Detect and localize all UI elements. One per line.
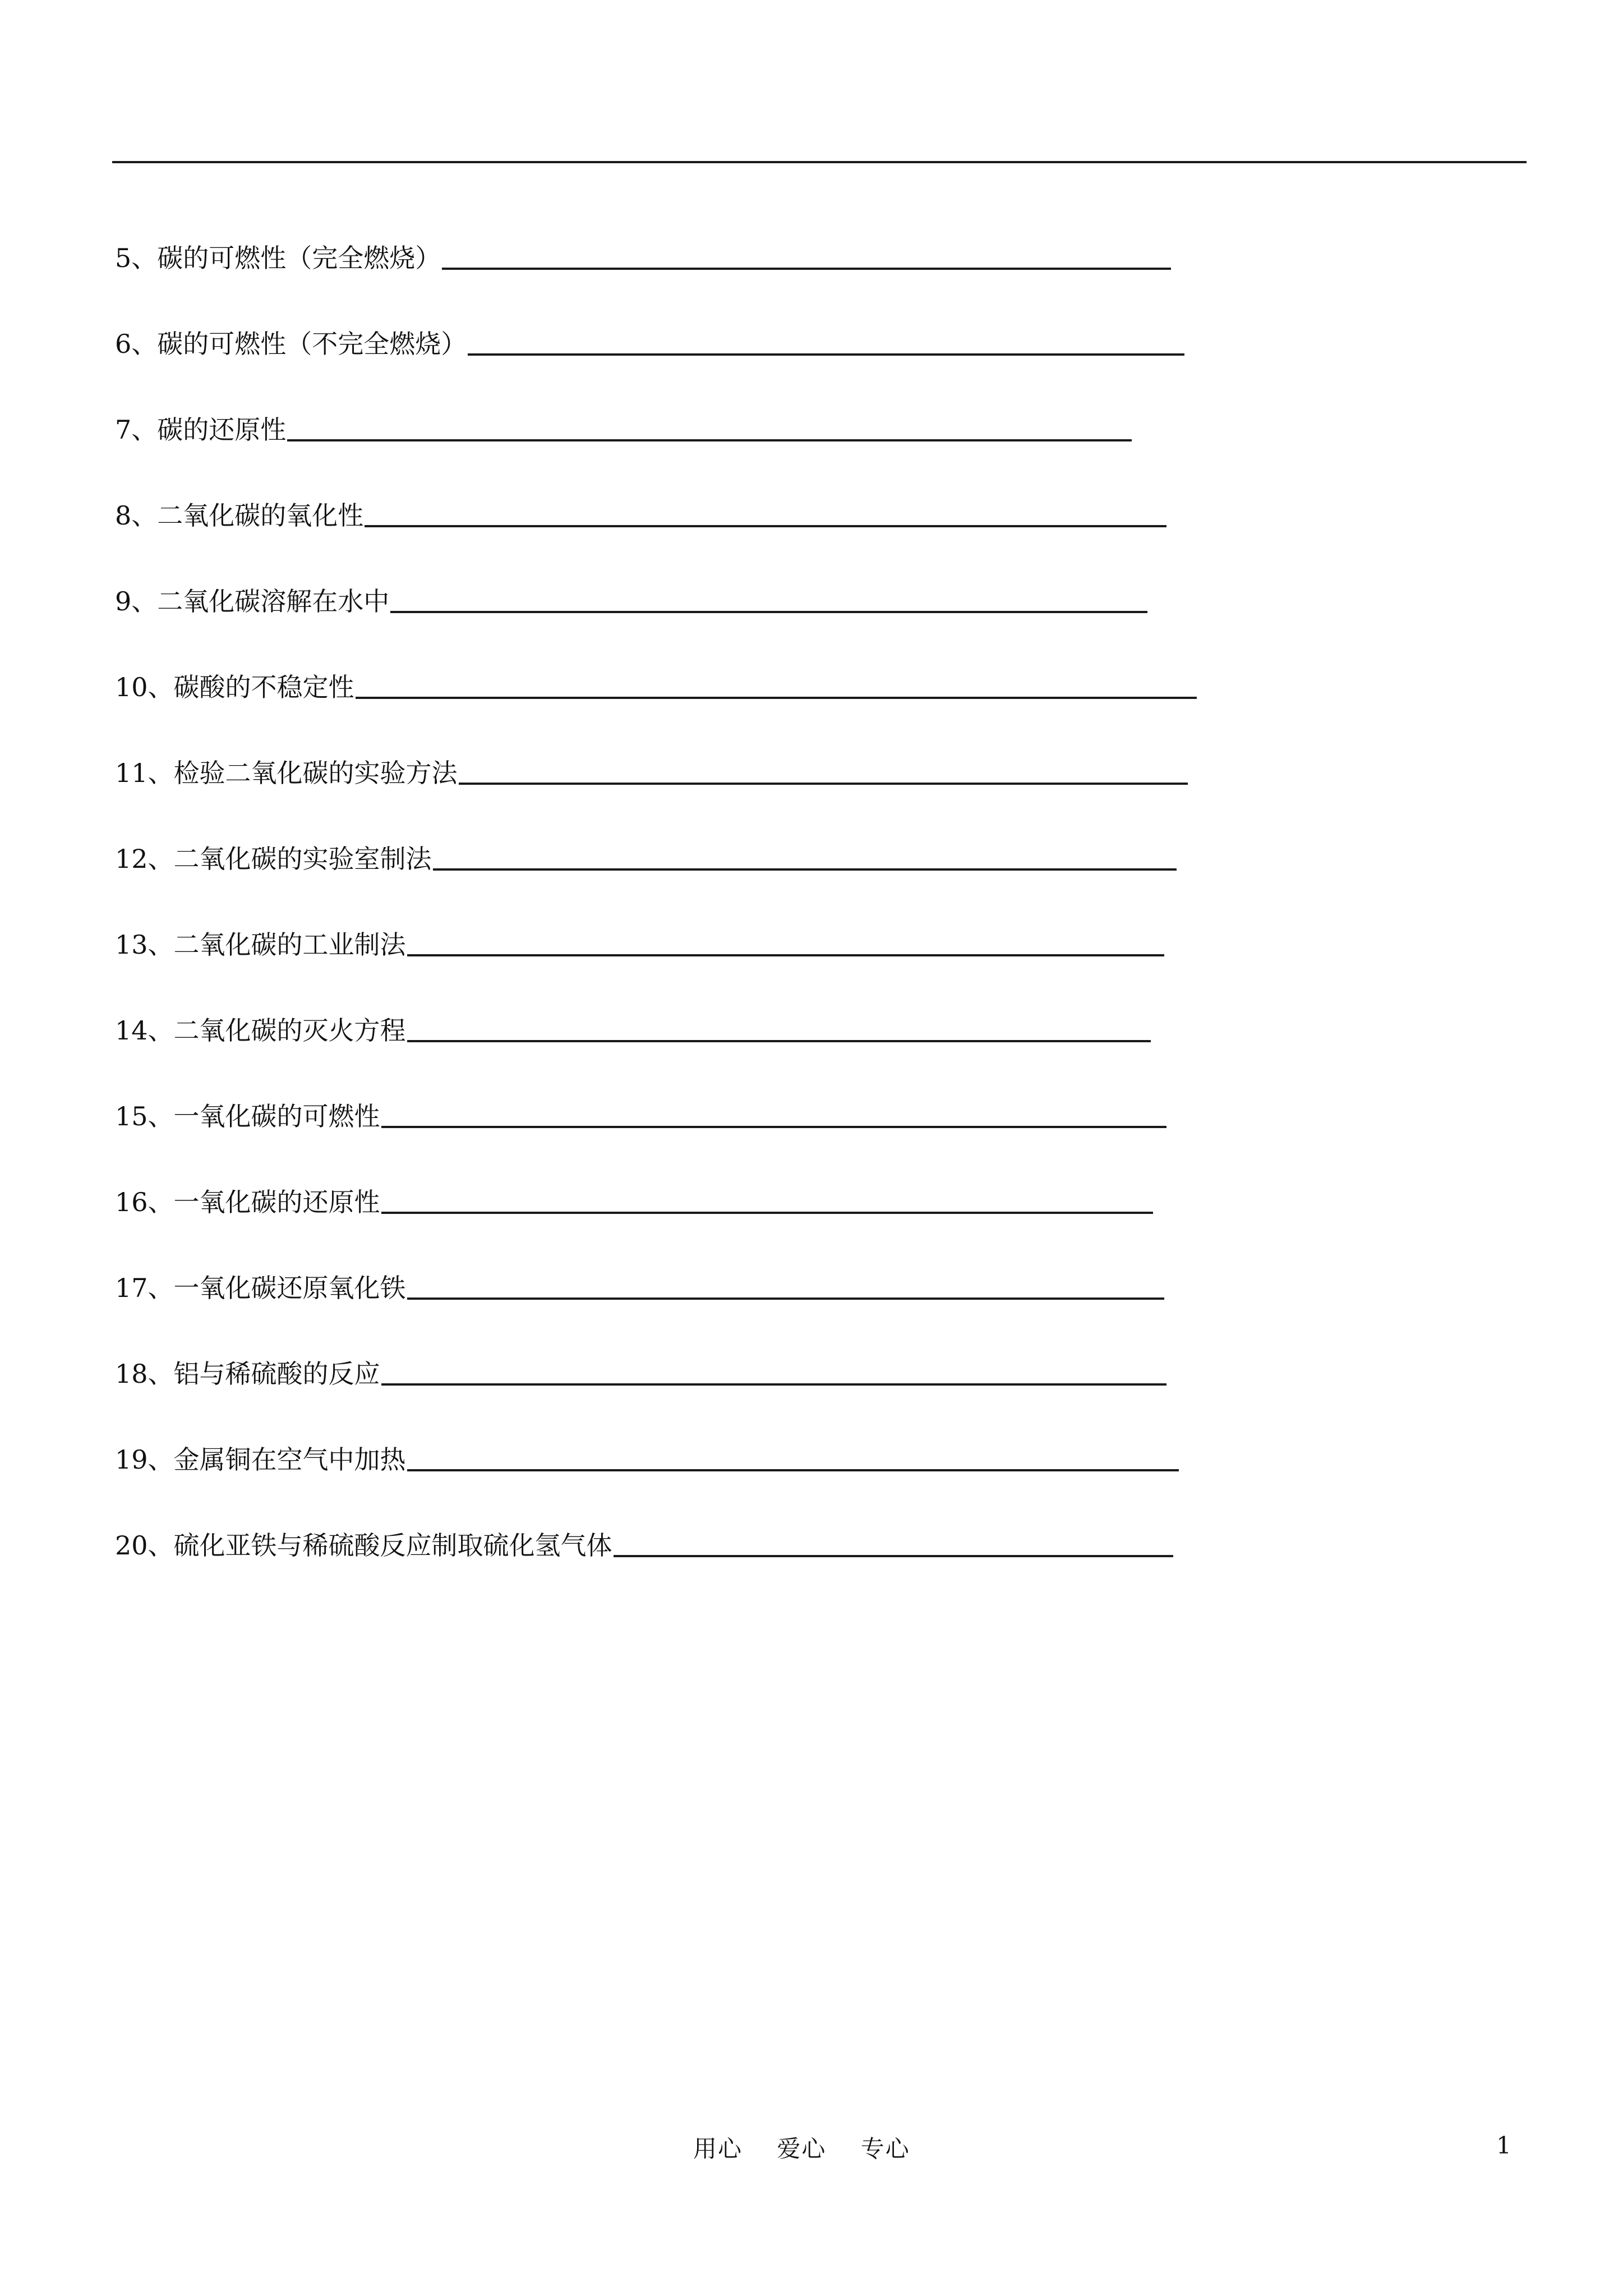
answer-blank[interactable] (381, 1208, 1153, 1214)
answer-blank[interactable] (459, 779, 1188, 785)
answer-blank[interactable] (356, 693, 1197, 699)
question-item (115, 271, 1416, 357)
question-item (115, 872, 1416, 958)
question-list (115, 185, 1416, 1561)
question-item (115, 1387, 1416, 1473)
question-item (115, 1043, 1416, 1129)
question-label: 19、金属铜在空气中加热 (115, 1444, 406, 1475)
question-label: 9、二氧化碳溶解在水中 (115, 586, 390, 616)
question-label: 6、碳的可燃性（不完全燃烧） (115, 329, 467, 359)
answer-blank[interactable] (468, 350, 1184, 356)
answer-blank[interactable] (381, 1122, 1166, 1128)
question-label: 17、一氧化碳还原氧化铁 (115, 1273, 406, 1303)
page-number: 1 (1496, 2132, 1511, 2159)
answer-blank[interactable] (442, 264, 1171, 270)
question-label: 14、二氧化碳的灭火方程 (115, 1015, 406, 1046)
question-label: 20、硫化亚铁与稀硫酸反应制取硫化氢气体 (115, 1530, 612, 1561)
question-label: 16、一氧化碳的还原性 (115, 1187, 380, 1217)
question-item (115, 1301, 1416, 1387)
question-label: 5、碳的可燃性（完全燃烧） (115, 243, 441, 273)
question-item (115, 1215, 1416, 1301)
answer-blank[interactable] (407, 951, 1164, 956)
answer-blank[interactable] (287, 436, 1132, 441)
question-label: 12、二氧化碳的实验室制法 (115, 844, 432, 874)
question-label: 15、一氧化碳的可燃性 (115, 1101, 380, 1131)
question-item (115, 1129, 1416, 1215)
answer-blank[interactable] (365, 522, 1166, 527)
header-rule (112, 161, 1527, 163)
question-label: 11、检验二氧化碳的实验方法 (115, 758, 458, 788)
question-item (115, 357, 1416, 443)
answer-blank[interactable] (390, 608, 1147, 613)
question-label: 10、碳酸的不稳定性 (115, 672, 354, 702)
question-item (115, 528, 1416, 614)
answer-blank[interactable] (433, 865, 1177, 871)
question-item (115, 185, 1416, 271)
question-label: 18、铝与稀硫酸的反应 (115, 1359, 380, 1389)
question-label: 8、二氧化碳的氧化性 (115, 500, 364, 531)
question-label: 7、碳的还原性 (115, 415, 287, 445)
question-item (115, 443, 1416, 531)
answer-blank[interactable] (407, 1037, 1151, 1042)
question-item (115, 614, 1416, 700)
answer-blank[interactable] (407, 1466, 1179, 1471)
answer-blank[interactable] (407, 1294, 1164, 1300)
question-label: 13、二氧化碳的工业制法 (115, 930, 406, 960)
question-item (115, 786, 1416, 872)
answer-blank[interactable] (381, 1380, 1166, 1386)
footer-slogan: 用心 爱心 专心 (693, 2135, 910, 2162)
answer-blank[interactable] (614, 1552, 1173, 1557)
question-item (115, 1473, 1416, 1561)
question-item (115, 700, 1416, 786)
question-item (115, 958, 1416, 1046)
